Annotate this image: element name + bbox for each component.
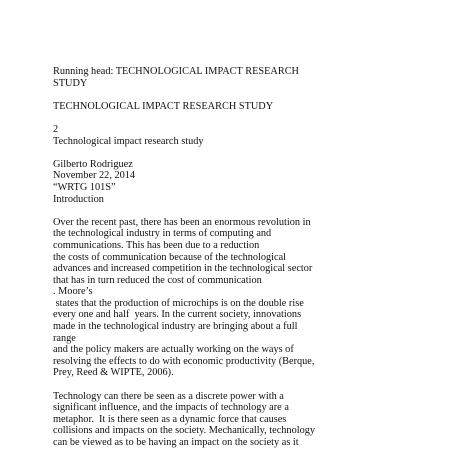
page-header <box>53 124 443 147</box>
paragraph-line: states that the production of microchips is on the double rise <box>53 297 304 309</box>
paragraph-line: that has in turn reduced the cost of communication <box>53 274 262 286</box>
author-block <box>53 159 443 205</box>
author-name: Gilberto Rodriguez <box>53 158 133 170</box>
document-page <box>53 66 443 449</box>
paragraph-line: and the policy makers are actually working on the ways of <box>53 344 294 356</box>
page-number: 2 <box>53 123 59 135</box>
paragraph-line: range <box>53 332 76 344</box>
paragraph-line: advances and increased competition in the technological sector <box>53 263 313 275</box>
paragraph-line: the costs of communication because of the technological <box>53 251 287 263</box>
paragraph-line: the technological industry in terms of computing and <box>53 228 272 240</box>
paragraph-line: Technology can there be seen as a discrete power with a <box>53 390 284 402</box>
paragraph-line: can be viewed as to be having an impact on the society as it <box>53 437 299 448</box>
paragraph-line: Over the recent past, there has been an enormous revolution in <box>53 216 311 228</box>
title-text: TECHNOLOGICAL IMPACT RESEARCH STUDY <box>53 100 274 112</box>
paragraph-line: . Moore’s <box>53 286 93 298</box>
document-title <box>53 101 443 113</box>
course-code: “WRTG 101S” <box>53 181 116 193</box>
running-head <box>53 66 443 89</box>
running-head-line: STUDY <box>53 77 88 89</box>
section-heading: Introduction <box>53 193 104 205</box>
subtitle: Technological impact research study <box>53 135 204 147</box>
paragraph-line: every one and half years. In the current society, innovations <box>53 309 302 321</box>
paragraph-line: significant influence, and the impacts of technology are a <box>53 402 289 414</box>
paragraph-line: communications. This has been due to a reduction <box>53 239 260 251</box>
paragraph-line: resolving the effects to do with economic productivity (Berque, <box>53 355 315 367</box>
paragraph-line: Prey, Reed & WIPTE, 2006). <box>53 367 174 379</box>
paragraph-2 <box>53 391 443 449</box>
paragraph-1 <box>53 217 443 379</box>
paragraph-line: collisions and impacts on the society. Mechanically, technology <box>53 425 316 437</box>
paragraph-line: metaphor. It is there seen as a dynamic force that causes <box>53 413 287 425</box>
document-date: November 22, 2014 <box>53 170 136 182</box>
paragraph-line: made in the technological industry are bringing about a full <box>53 321 298 333</box>
running-head-line: Running head: TECHNOLOGICAL IMPACT RESEARCH <box>53 66 299 77</box>
